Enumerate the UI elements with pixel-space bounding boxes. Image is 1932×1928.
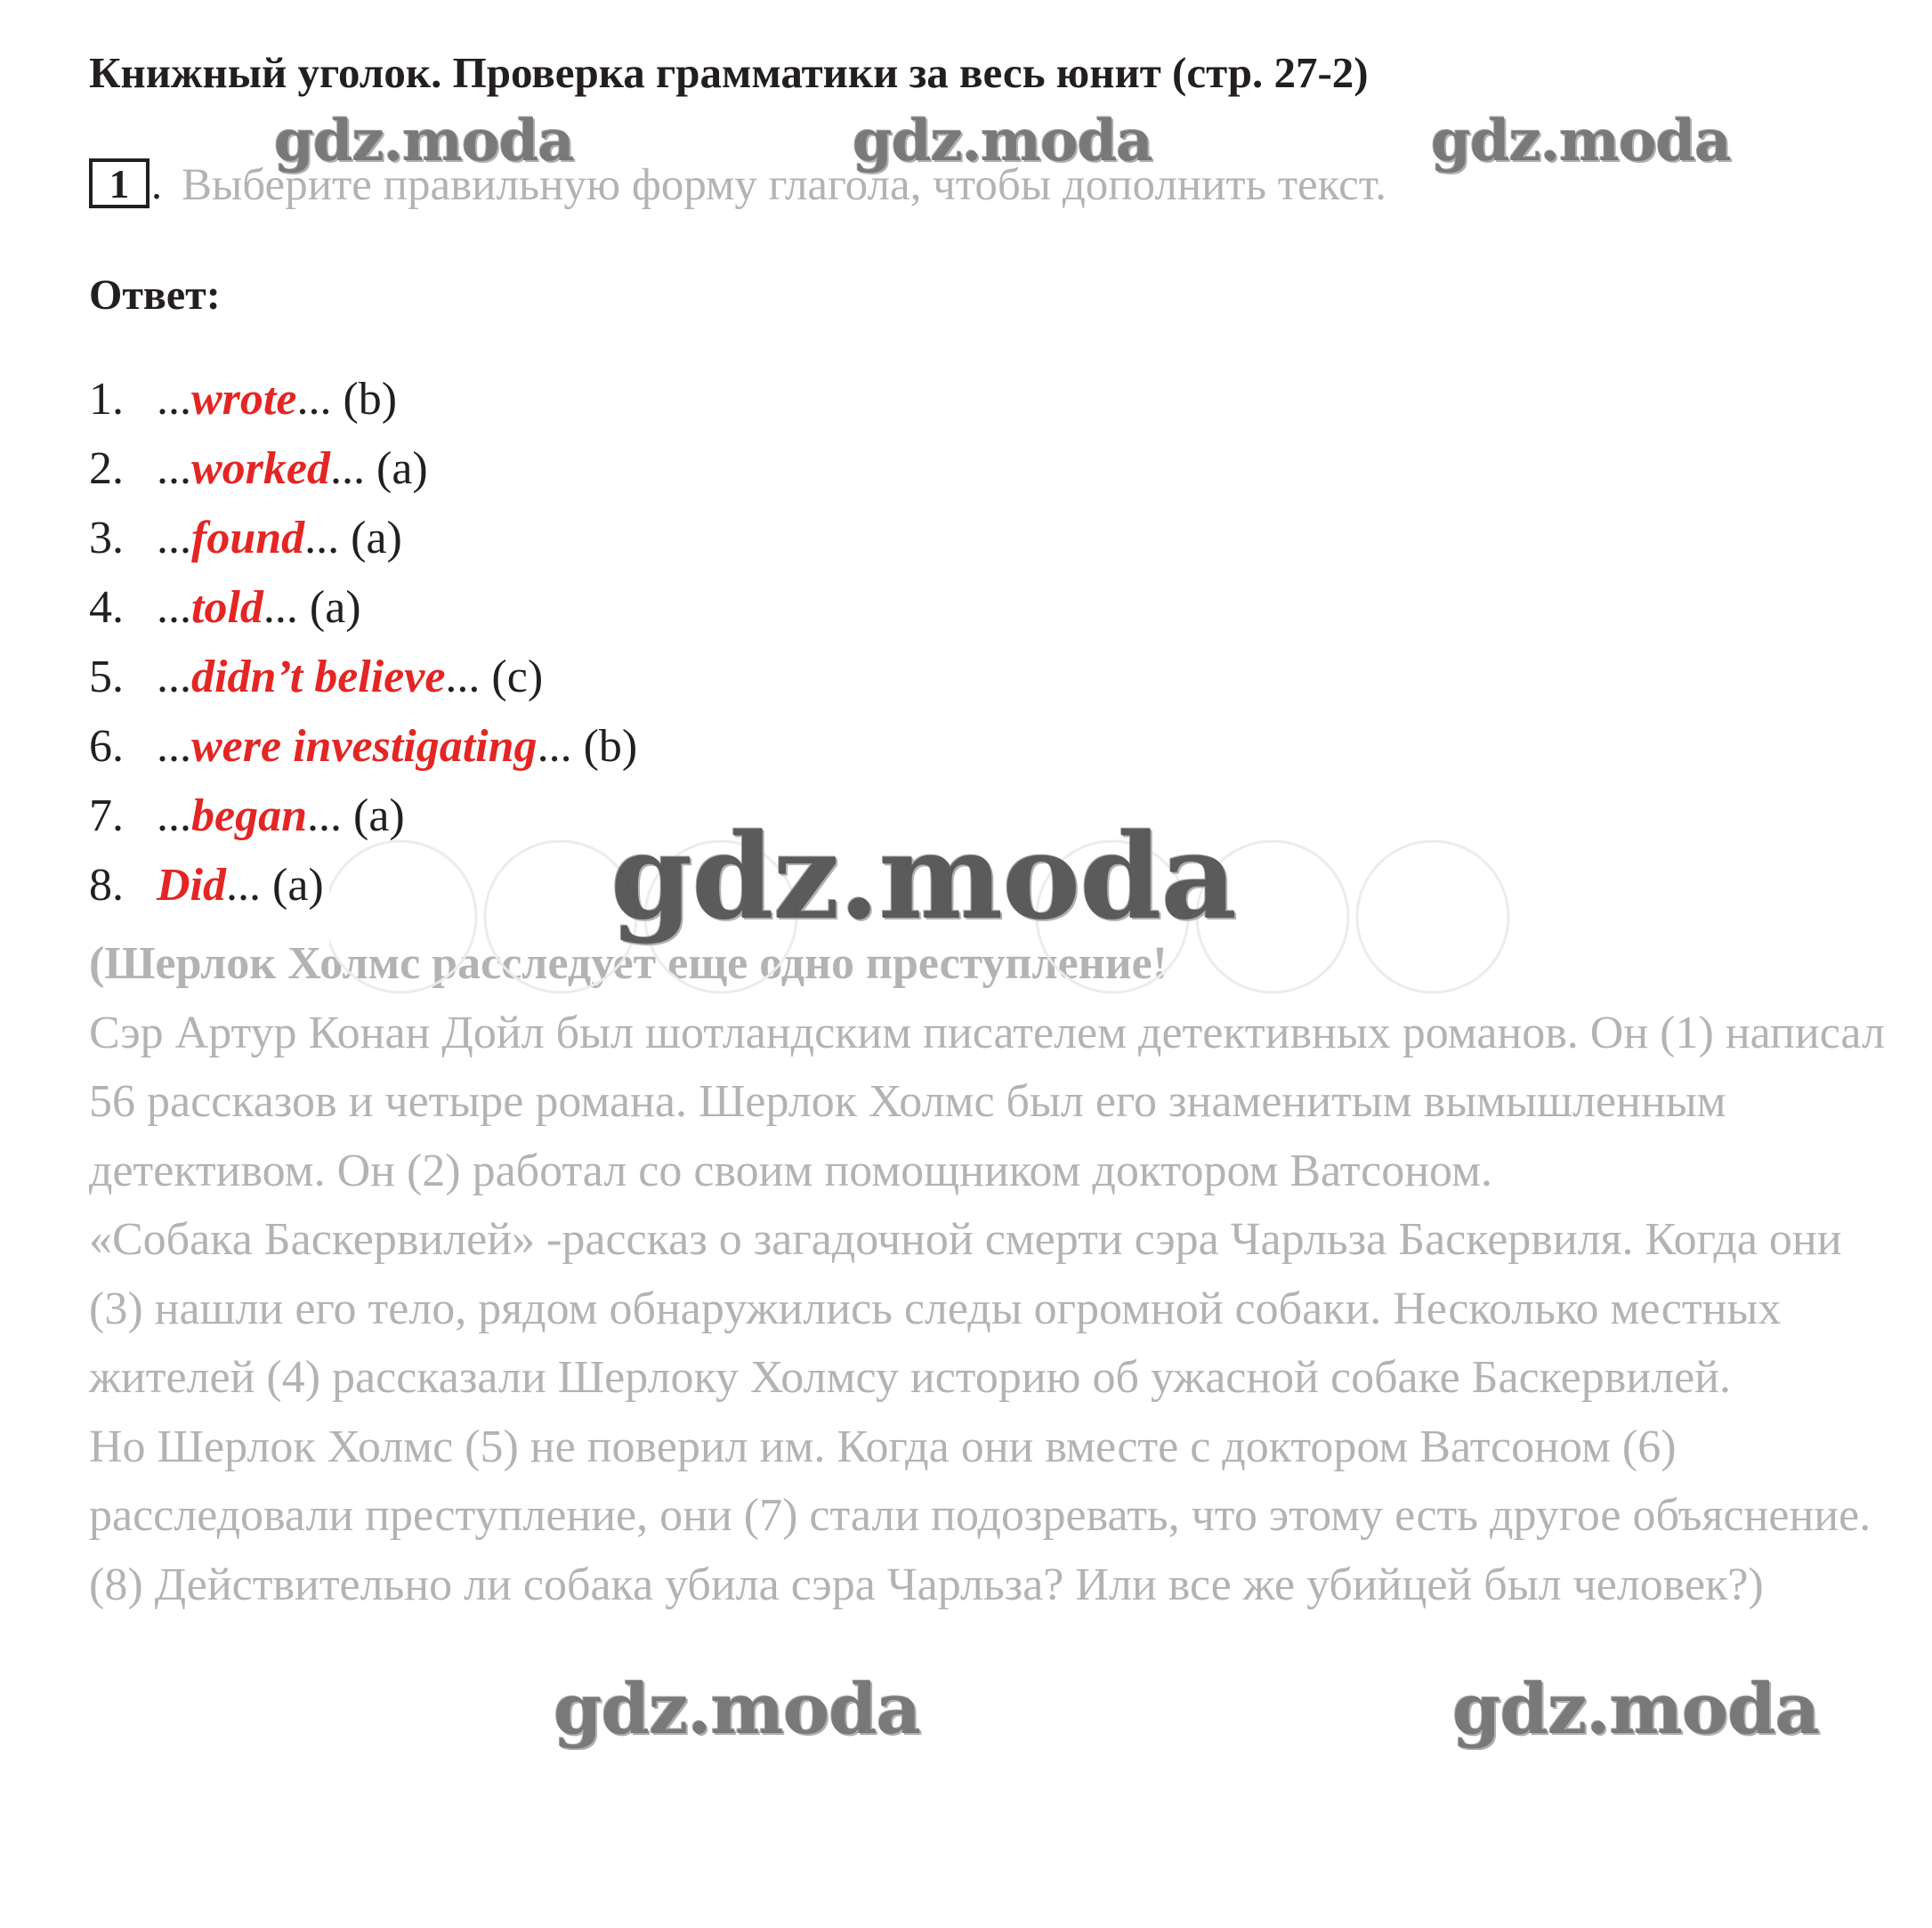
translation-paragraph: Но Шерлок Холмс (5) не поверил им. Когда они вместе с доктором Ватсоном (6) расследовали преступление, они (7) стали подозревать, что этому есть другое объяснение. bbox=[89, 1421, 1871, 1541]
task-instruction: Выберите правильную форму глагола, чтобы дополнить текст. bbox=[182, 160, 1386, 210]
answer-word: worked bbox=[191, 443, 330, 494]
watermark: gdz.moda bbox=[610, 808, 1237, 946]
translation-paragraph: «Собака Баскервилей» -рассказ о загадочной смерти сэра Чарльза Баскервиля. Когда они (3) нашли его тело, рядом обнаружились следы огромной собаки. Несколько местных жителей (4) рассказали Шерлоку Холмсу историю об ужасной собаке Баскервилей. bbox=[89, 1214, 1842, 1403]
answer-word: told bbox=[191, 582, 263, 633]
answer-suffix: ... (c) bbox=[445, 652, 544, 702]
translation-paragraph: Сэр Артур Конан Дойл был шотландским писателем детективных романов. Он (1) написал 56 рассказов и четыре романа. Шерлок Холмс был его знаменитым вымышленным детективом. Он (2) работал со своим помощником доктором Ватсоном. bbox=[89, 1007, 1885, 1196]
answer-item bbox=[89, 507, 637, 577]
answer-prefix: ... bbox=[157, 443, 191, 494]
answer-suffix: ... (a) bbox=[304, 513, 402, 563]
answer-item bbox=[89, 716, 637, 785]
answer-word: didn’t believe bbox=[191, 652, 446, 702]
answer-item bbox=[89, 369, 637, 438]
answer-prefix: ... bbox=[157, 513, 191, 563]
answer-heading: Ответ: bbox=[89, 271, 221, 319]
answer-suffix: ... (b) bbox=[296, 374, 398, 425]
answer-prefix: ... bbox=[157, 582, 191, 633]
answer-word: wrote bbox=[191, 374, 297, 425]
answer-number: 8. bbox=[89, 860, 124, 911]
answer-prefix: ... bbox=[157, 652, 191, 702]
translation-paragraph: (8) Действительно ли собака убила сэра Чарльза? Или все же убийцей был человек?) bbox=[89, 1559, 1764, 1610]
answer-number: 5. bbox=[89, 652, 124, 702]
answer-prefix: ... bbox=[157, 790, 191, 841]
watermark: gdz.moda bbox=[274, 108, 574, 174]
watermark: gdz.moda bbox=[554, 1669, 921, 1750]
answer-prefix: ... bbox=[157, 721, 191, 772]
answer-number: 1. bbox=[89, 374, 124, 425]
answer-word: were investigating bbox=[191, 721, 538, 772]
answer-suffix: ... (a) bbox=[226, 860, 324, 911]
answer-suffix: ... (a) bbox=[263, 582, 361, 633]
task-number-box: 1 bbox=[89, 158, 150, 208]
answer-number: 4. bbox=[89, 582, 124, 633]
answer-number: 6. bbox=[89, 721, 124, 772]
answer-number: 2. bbox=[89, 443, 124, 494]
answer-word: began bbox=[191, 790, 307, 841]
page-title: Книжный уголок. Проверка грамматики за весь юнит (стр. 27-2) bbox=[89, 48, 1369, 97]
answer-item bbox=[89, 577, 637, 646]
answer-word: Did bbox=[157, 860, 226, 911]
answer-suffix: ... (b) bbox=[537, 721, 638, 772]
translation-title: (Шерлок Холмс расследует еще одно преступление! bbox=[89, 938, 1168, 989]
translation-block bbox=[89, 929, 1887, 1619]
answer-number: 7. bbox=[89, 790, 124, 841]
answer-item bbox=[89, 646, 637, 716]
answer-suffix: ... (a) bbox=[330, 443, 428, 494]
answer-word: found bbox=[191, 513, 305, 563]
answer-number: 3. bbox=[89, 513, 124, 563]
task-number-dot: . bbox=[151, 161, 162, 208]
watermark: gdz.moda bbox=[853, 108, 1152, 174]
answer-suffix: ... (a) bbox=[307, 790, 405, 841]
answer-item bbox=[89, 438, 637, 507]
answer-prefix: ... bbox=[157, 374, 191, 425]
watermark: gdz.moda bbox=[1452, 1669, 1820, 1750]
watermark: gdz.moda bbox=[1431, 108, 1731, 174]
